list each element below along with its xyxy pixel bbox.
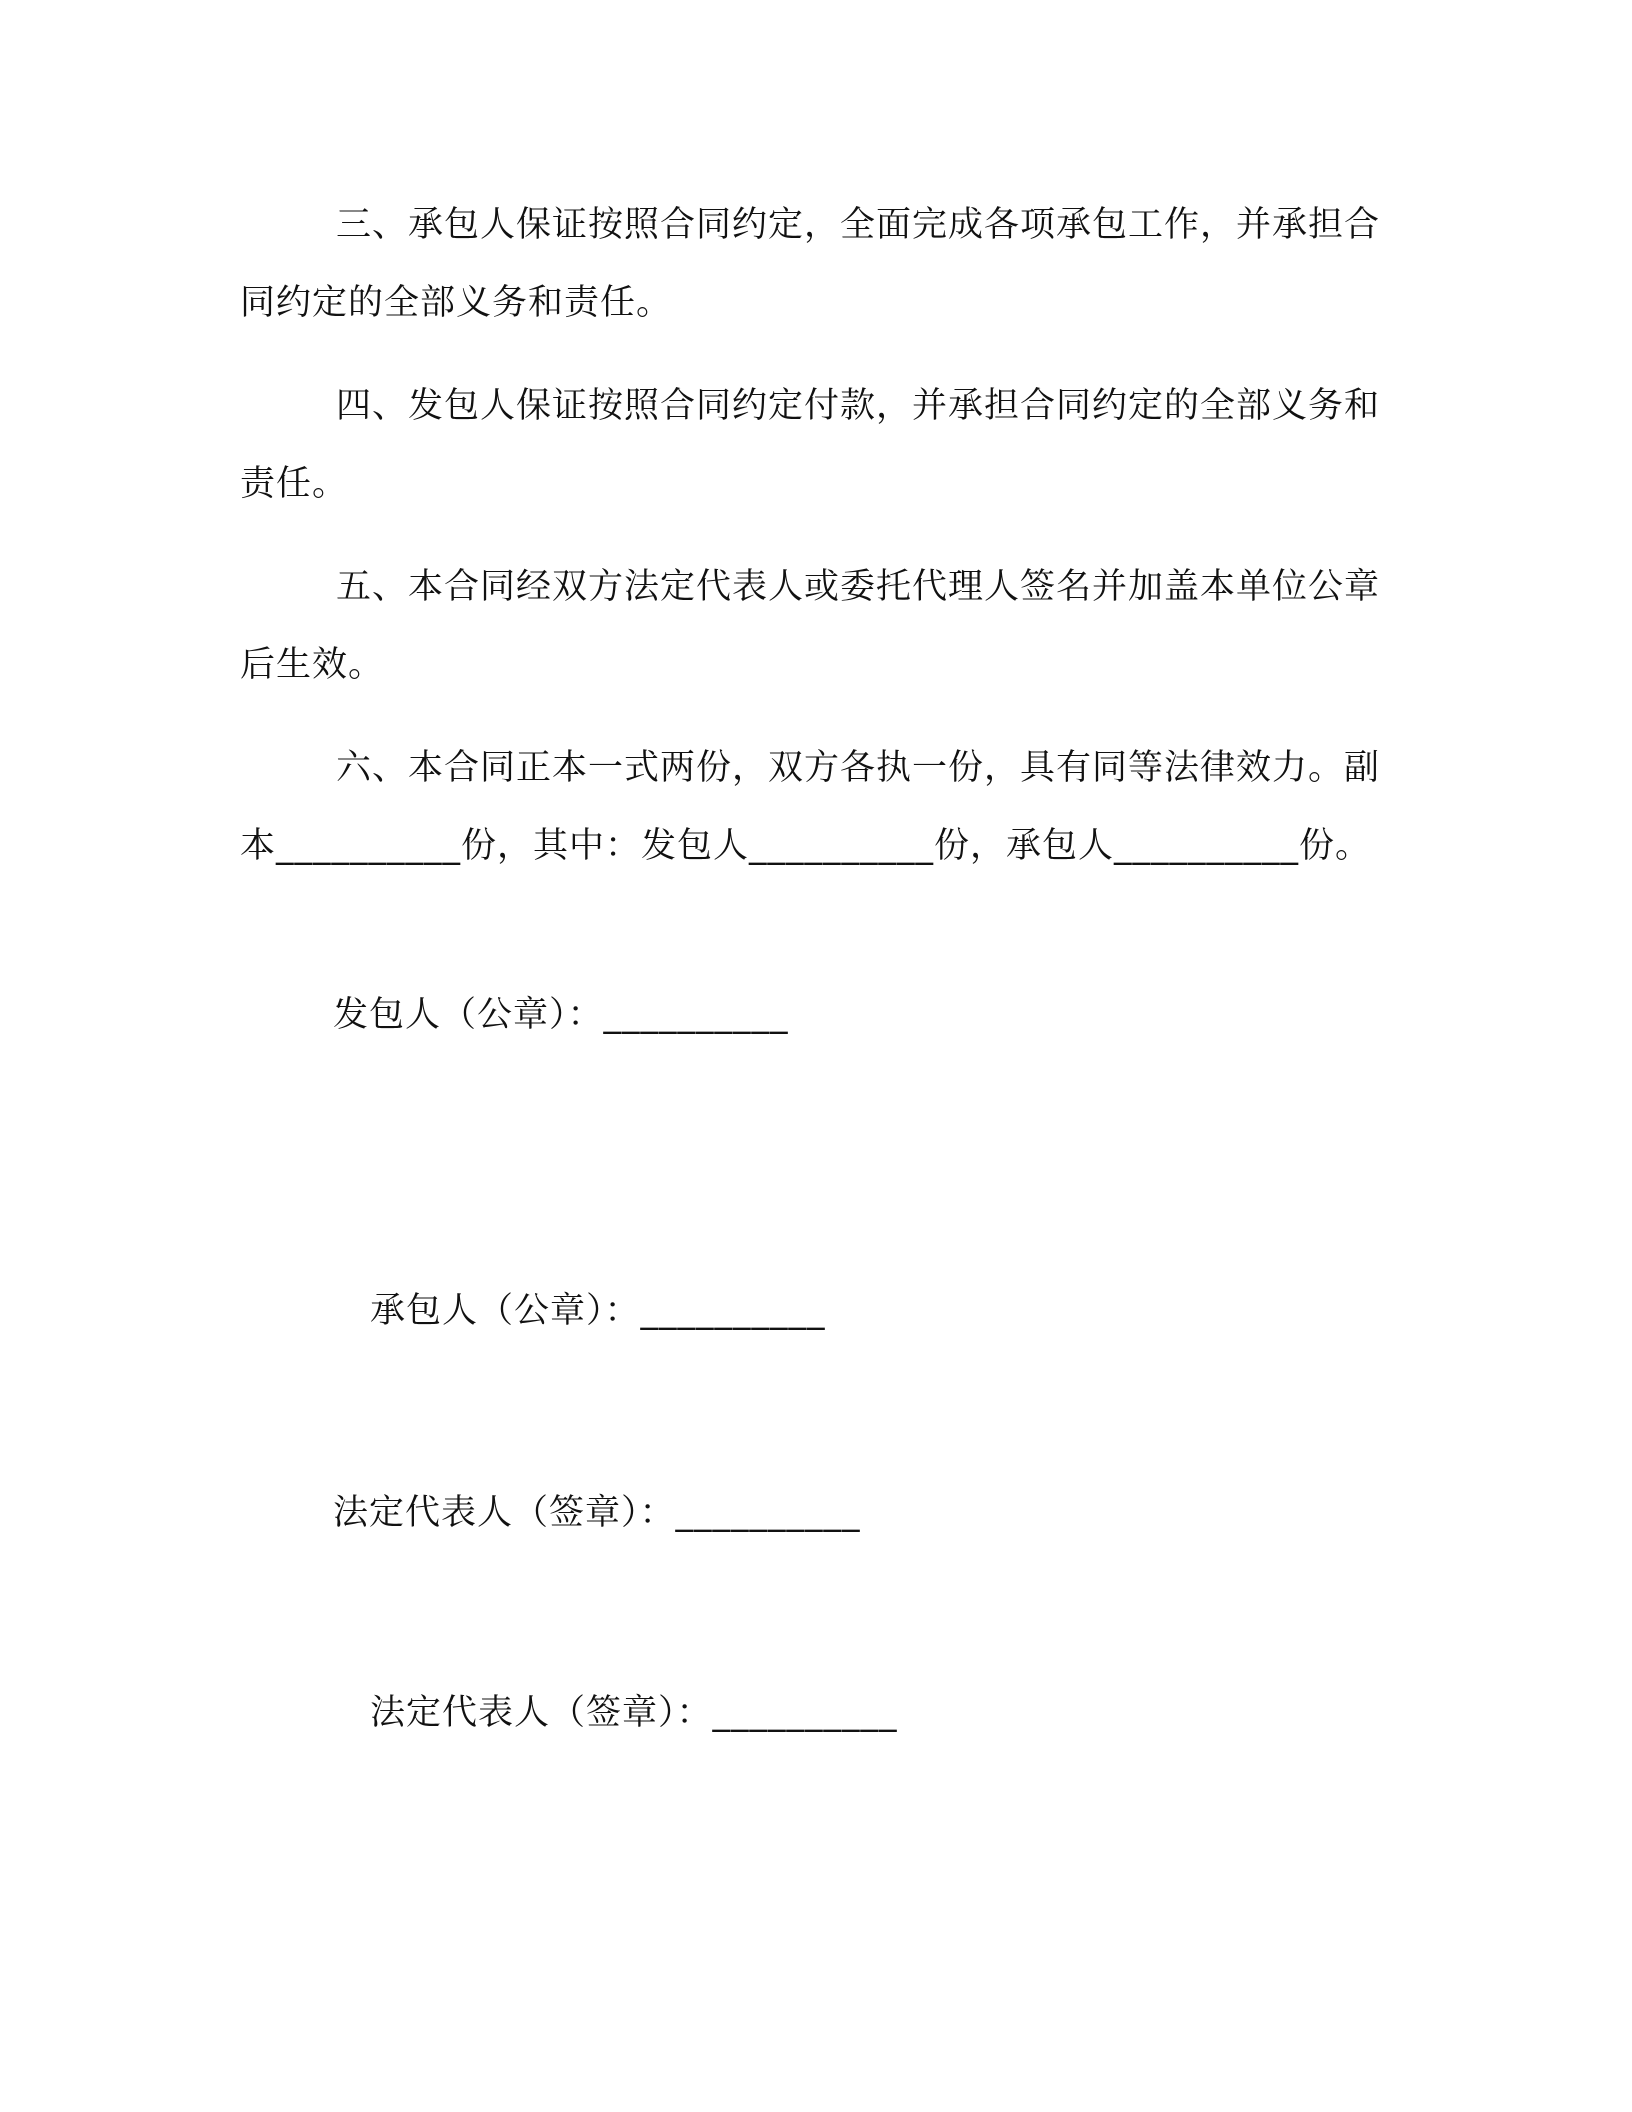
- clause-5: 五、本合同经双方法定代表人或委托代理人签名并加盖本单位公章后生效。: [240, 567, 1381, 685]
- contractor-legal-rep-line: 法定代表人（签章）：__________: [370, 1693, 898, 1733]
- employer-legal-rep-line: 法定代表人（签章）：__________: [333, 1493, 861, 1533]
- clause-3: 三、承包人保证按照合同约定，全面完成各项承包工作，并承担合同约定的全部义务和责任。: [240, 205, 1381, 323]
- clause-4: 四、发包人保证按照合同约定付款，并承担合同约定的全部义务和责任。: [240, 386, 1381, 504]
- contractor-seal-line: 承包人（公章）：__________: [370, 1291, 826, 1331]
- clause-6: 六、本合同正本一式两份，双方各执一份，具有同等法律效力。副本__________份，其中：发包人__________份，承包人__________份。: [240, 748, 1381, 866]
- employer-seal-line: 发包人（公章）：__________: [333, 995, 789, 1035]
- contract-clauses: [240, 186, 1380, 910]
